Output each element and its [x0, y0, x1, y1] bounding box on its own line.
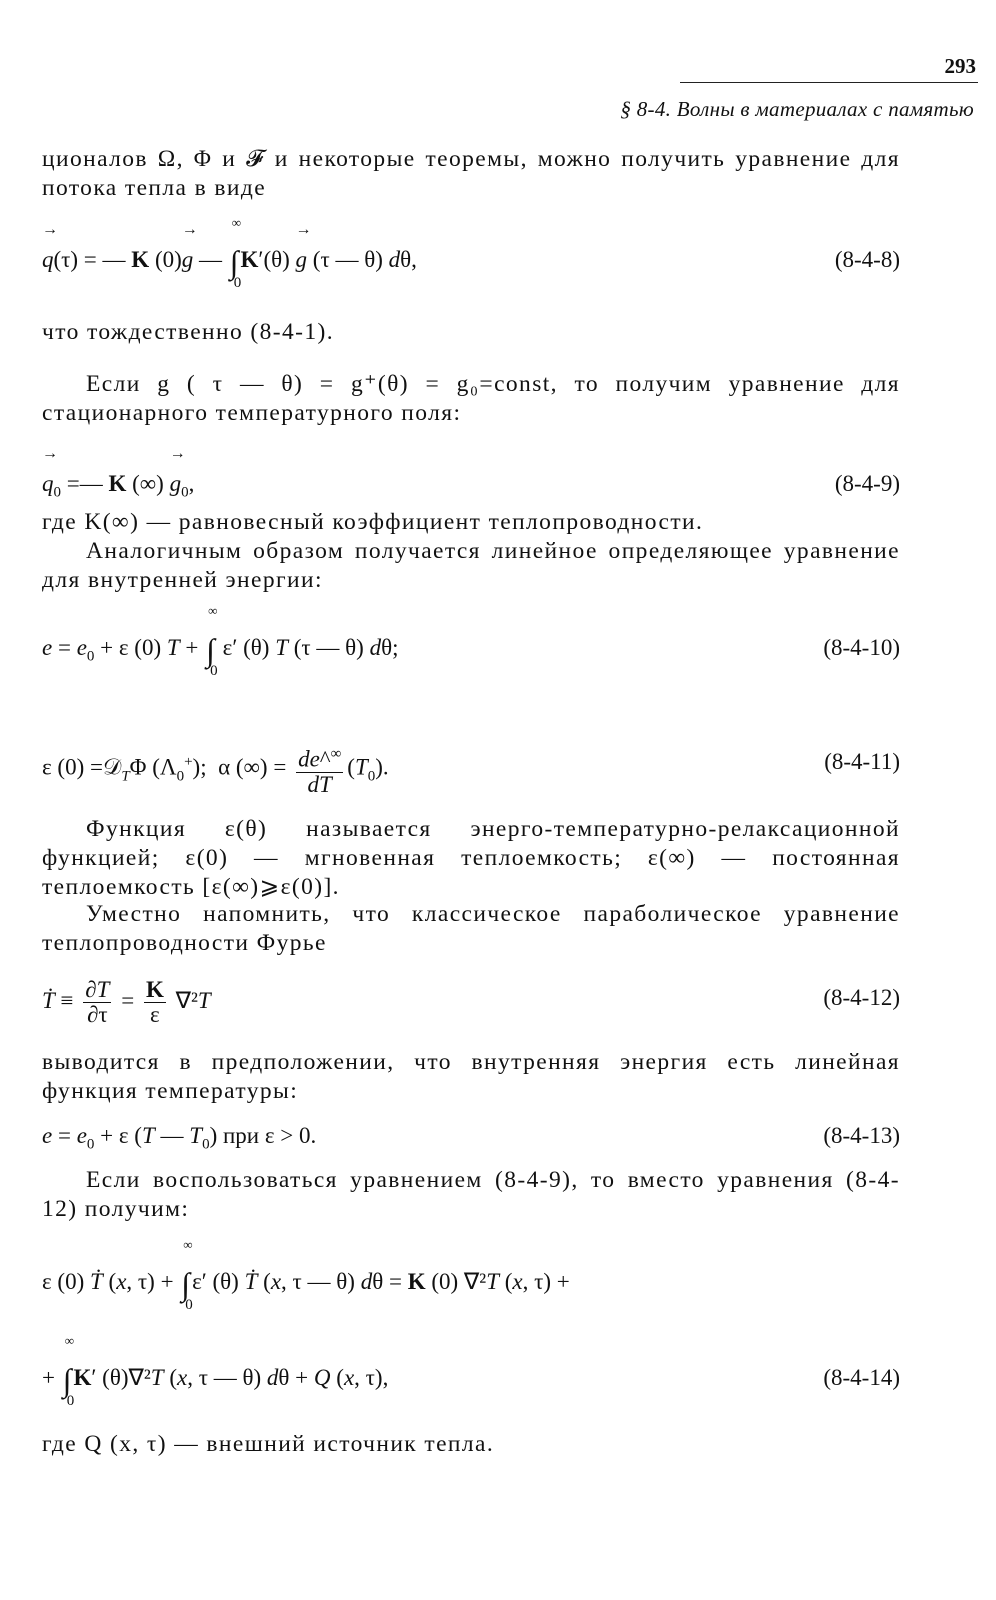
equation-8-4-14-formula-line-2: + ∞ ∫ 0 K′ (θ)∇²T (x, τ — θ) dθ + Q (x, τ), — [42, 1332, 389, 1409]
equation-8-4-10-formula: $e = e_0 + \varepsilon$ (0) T + ∞ ∫ 0 ε′ (θ) T (τ — θ) dθ; — [42, 602, 399, 679]
equation-number: (8-4-10) — [823, 635, 900, 660]
equation-8-4-9-formula: → $q_0$ =— K (∞) → $g_0$, — [42, 464, 194, 513]
equation-8-4-11-formula: ε (0) =𝒟$_T$Φ $(\Lambda_0^+)$; α (∞) = $\frac{de\^{}^\infty}{dT}$ $(T_0)$. — [42, 742, 389, 797]
page-number: 293 — [944, 54, 976, 78]
equation-8-4-8 — [42, 214, 900, 291]
equation-8-4-12 — [42, 978, 900, 1034]
equation-8-4-9 — [42, 464, 900, 504]
paragraph-2: что тождественно (8-4-1). — [42, 319, 335, 345]
equation-number: (8-4-8) — [834, 247, 900, 272]
equation-8-4-11 — [42, 742, 900, 802]
equation-8-4-14-line-2 — [42, 1332, 900, 1409]
running-header: § 8-4. Волны в материалах с памятью — [620, 97, 974, 121]
equation-8-4-12-formula: Ṫ ≡ $\frac{\partial T}{\partial\tau}$ = $\frac{K}{\varepsilon}$ ∇²T — [42, 977, 211, 1027]
equation-number: (8-4-14) — [823, 1365, 900, 1390]
equation-8-4-8-formula: → q(τ) = — K (0)→ g — ∞ ∫ 0 K′(θ) → g (τ — θ) dθ, — [42, 240, 417, 282]
paragraph-6: Функция ε(θ) называется энерго-температурно-релаксационной функцией; ε(0) — мгновенная теплоемкость; ε(∞) — постоянная теплоемкость [ε(∞)⩾ε(0)]. — [42, 816, 900, 900]
paragraph-8: выводится в предположении, что внутренняя энергия есть линейная функция температуры: — [42, 1049, 900, 1104]
paragraph-10: где Q (x, τ) — внешний источник тепла. — [42, 1431, 495, 1457]
equation-8-4-10 — [42, 602, 900, 679]
equation-8-4-14-formula-line-1: ε (0) Ṫ (x, τ) + ∞ ∫ 0 ε′ (θ) Ṫ (x, τ — θ) dθ = K (0) ∇²T (x, τ) + — [42, 1236, 570, 1313]
equation-number: (8-4-12) — [823, 985, 900, 1010]
equation-number: (8-4-11) — [824, 749, 900, 774]
header-rule — [680, 82, 978, 83]
paragraph-7: Уместно напомнить, что классическое параболическое уравнение теплопроводности Фурье — [42, 901, 900, 956]
paragraph-9: Если воспользоваться уравнением (8-4-9), то вместо уравнения (8-4-12) получим: — [42, 1167, 900, 1222]
equation-number: (8-4-13) — [823, 1123, 900, 1148]
equation-8-4-13 — [42, 1116, 900, 1156]
paragraph-4: где K(∞) — равновесный коэффициент теплопроводности. — [42, 509, 704, 535]
equation-number: (8-4-9) — [834, 471, 900, 496]
equation-8-4-13-formula: $e = e_0 + \varepsilon$ (T — $T_0$) при ε > 0. — [42, 1123, 317, 1153]
paragraph-5: Аналогичным образом получается линейное определяющее уравнение для внутренней энергии: — [42, 538, 900, 593]
paragraph-1: ционалов Ω, Φ и 𝓕 и некоторые теоремы, можно получить уравнение для потока тепла в виде — [42, 146, 900, 201]
paragraph-3: Если g ( τ — θ) = g⁺(θ) = g₀=const, то получим уравнение для стационарного температурного поля: — [42, 371, 900, 426]
equation-8-4-14-line-1 — [42, 1236, 900, 1313]
